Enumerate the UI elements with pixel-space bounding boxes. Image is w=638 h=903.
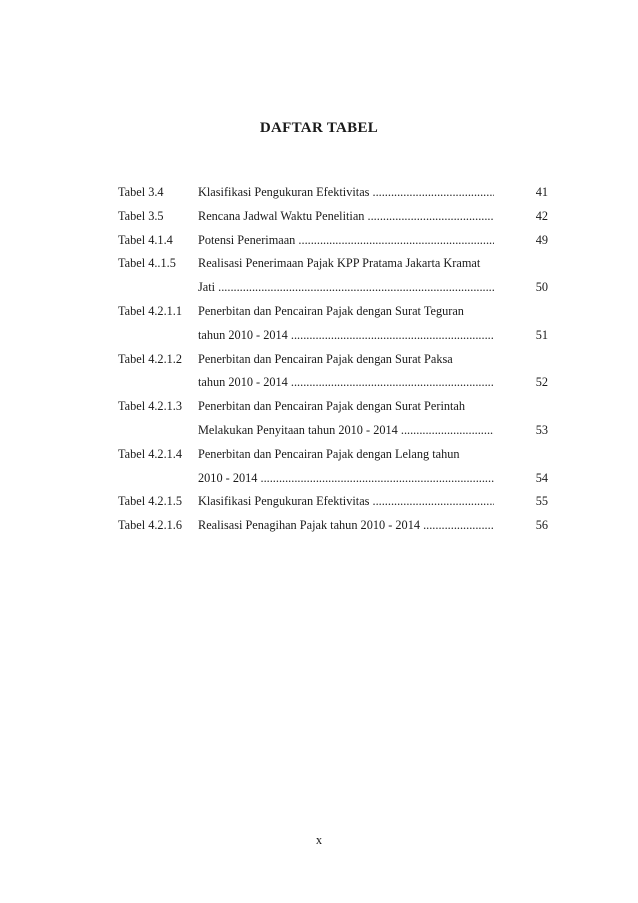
entry-page-number: 50 bbox=[535, 280, 548, 295]
entry-title bbox=[198, 514, 494, 538]
table-list-entry[interactable] bbox=[118, 181, 548, 205]
entry-title-line: Penerbitan dan Pencairan Pajak dengan Surat Perintah bbox=[198, 399, 466, 414]
entry-page-number: 41 bbox=[535, 185, 548, 199]
entry-label: Tabel 4.1.4 bbox=[118, 232, 173, 247]
entry-label: Tabel 4.2.1.3 bbox=[118, 399, 183, 414]
table-list bbox=[118, 181, 548, 538]
table-list-entry[interactable] bbox=[118, 229, 548, 253]
table-list-entry[interactable] bbox=[118, 348, 548, 396]
table-list-entry[interactable] bbox=[118, 443, 548, 491]
entry-title-line: Klasifikasi Pengukuran Efektivitas ..... bbox=[198, 181, 494, 205]
entry-label: Tabel 4..1.5 bbox=[118, 256, 176, 271]
entry-title-line: Realisasi Penagihan Pajak tahun 2010 - 2014 ..... bbox=[198, 514, 494, 538]
table-list-entry[interactable] bbox=[118, 490, 548, 514]
entry-title-line: tahun 2010 - 2014 ..... bbox=[198, 324, 494, 348]
entry-page-number: 42 bbox=[535, 208, 548, 223]
page-title: DAFTAR TABEL bbox=[259, 120, 379, 136]
entry-title-line: Penerbitan dan Pencairan Pajak dengan Surat Paksa bbox=[198, 351, 453, 366]
entry-label: Tabel 3.4 bbox=[118, 185, 164, 199]
entry-page-number: 49 bbox=[535, 232, 548, 247]
entry-title bbox=[198, 348, 494, 396]
entry-label: Tabel 4.2.1.5 bbox=[118, 494, 183, 509]
entry-page-number: 55 bbox=[535, 494, 548, 509]
entry-title-line: tahun 2010 - 2014 ..... bbox=[198, 371, 494, 395]
entry-title bbox=[198, 443, 494, 491]
entry-page-number: 51 bbox=[535, 327, 548, 342]
table-list-entry[interactable] bbox=[118, 252, 548, 300]
entry-label: Tabel 3.5 bbox=[118, 208, 164, 223]
entry-title-line: Penerbitan dan Pencairan Pajak dengan Lelang tahun bbox=[198, 446, 460, 461]
entry-title-line: 2010 - 2014 ..... bbox=[198, 467, 494, 491]
page-number-footer: x bbox=[315, 833, 323, 847]
table-list-entry[interactable] bbox=[118, 300, 548, 348]
entry-label: Tabel 4.2.1.1 bbox=[118, 303, 183, 318]
entry-title bbox=[198, 205, 494, 229]
entry-label: Tabel 4.2.1.2 bbox=[118, 351, 183, 366]
entry-title bbox=[198, 252, 494, 300]
table-list-entry[interactable] bbox=[118, 205, 548, 229]
entry-title bbox=[198, 181, 494, 205]
entry-label: Tabel 4.2.1.6 bbox=[118, 518, 183, 533]
entry-title-line: Jati ..... bbox=[198, 276, 494, 300]
entry-label: Tabel 4.2.1.4 bbox=[118, 446, 183, 461]
entry-title bbox=[198, 395, 494, 443]
entry-title-line: Rencana Jadwal Waktu Penelitian ..... bbox=[198, 205, 494, 229]
entry-title bbox=[198, 490, 494, 514]
entry-page-number: 54 bbox=[535, 470, 548, 485]
entry-title bbox=[198, 300, 494, 348]
entry-title-line: Melakukan Penyitaan tahun 2010 - 2014 ..... bbox=[198, 419, 494, 443]
entry-title bbox=[198, 229, 494, 253]
table-list-entry[interactable] bbox=[118, 514, 548, 538]
entry-page-number: 56 bbox=[535, 518, 548, 533]
entry-page-number: 52 bbox=[535, 375, 548, 390]
entry-page-number: 53 bbox=[535, 422, 548, 437]
entry-title-line: Potensi Penerimaan ..... bbox=[198, 229, 494, 253]
entry-title-line: Realisasi Penerimaan Pajak KPP Pratama Jakarta Kramat bbox=[198, 256, 481, 271]
entry-title-line: Penerbitan dan Pencairan Pajak dengan Surat Teguran bbox=[198, 303, 464, 318]
entry-title-line: Klasifikasi Pengukuran Efektivitas ..... bbox=[198, 490, 494, 514]
table-list-entry[interactable] bbox=[118, 395, 548, 443]
